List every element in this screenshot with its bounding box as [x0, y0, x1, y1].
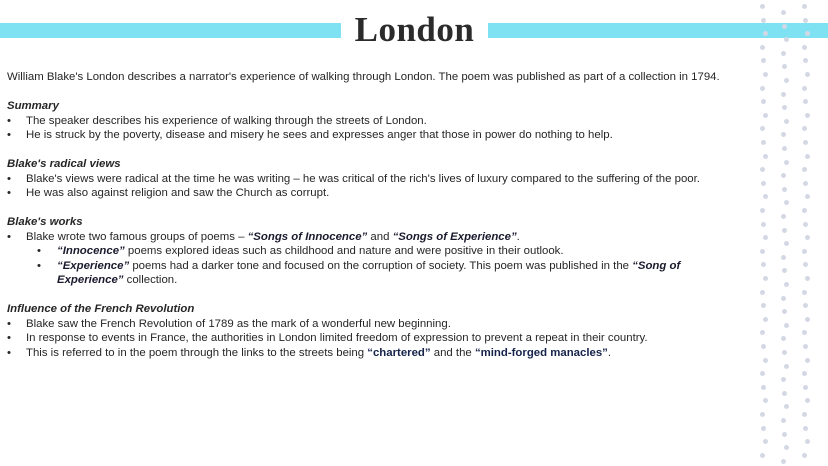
decorative-dot	[802, 167, 807, 172]
decorative-dot	[784, 282, 789, 287]
decorative-dot	[803, 181, 808, 186]
decorative-dot	[761, 262, 766, 267]
decorative-dot	[782, 24, 787, 29]
decorative-dot	[761, 99, 766, 104]
decorative-dot	[784, 445, 789, 450]
decorative-dot	[802, 412, 807, 417]
decorative-dot	[802, 4, 807, 9]
works-heading: Blake's works	[7, 216, 83, 228]
decorative-dot	[781, 132, 786, 137]
innocence-term: “Innocence”	[57, 245, 125, 257]
decorative-dot	[805, 439, 810, 444]
decorative-dot	[763, 194, 768, 199]
list-item: • He was also against religion and saw the Church as corrupt.	[7, 186, 742, 201]
decorative-dot	[760, 330, 765, 335]
decorative-dot	[784, 78, 789, 83]
title-band-left	[0, 23, 341, 38]
works-text: .	[516, 230, 520, 243]
decorative-dot	[802, 453, 807, 458]
decorative-dot	[763, 317, 768, 322]
decorative-dot	[782, 350, 787, 355]
decorative-dot	[781, 92, 786, 97]
sub-list-item	[7, 244, 742, 259]
works-section	[7, 215, 742, 288]
decorative-dot	[782, 309, 787, 314]
decorative-dot	[781, 10, 786, 15]
radical-views-section	[7, 157, 742, 201]
decorative-dot	[781, 418, 786, 423]
decorative-dot	[803, 222, 808, 227]
decorative-dot	[805, 398, 810, 403]
decorative-dot	[782, 268, 787, 273]
decorative-dot	[782, 64, 787, 69]
decorative-dot	[805, 154, 810, 159]
decorative-dot	[781, 296, 786, 301]
decorative-dot	[761, 18, 766, 23]
decorative-dot	[781, 255, 786, 260]
decorative-dot	[802, 126, 807, 131]
decorative-dot	[803, 262, 808, 267]
list-item: • Blake saw the French Revolution of 1789 as the mark of a wonderful new beginning.	[7, 317, 742, 332]
decorative-dot	[802, 86, 807, 91]
decorative-dot	[803, 385, 808, 390]
chartered-quote: “chartered”	[367, 346, 431, 359]
decorative-dot	[805, 72, 810, 77]
decorative-dot	[760, 126, 765, 131]
decorative-dot	[760, 45, 765, 50]
decorative-dot	[763, 235, 768, 240]
decorative-dot	[760, 249, 765, 254]
decorative-dot	[781, 214, 786, 219]
decorative-dot	[761, 222, 766, 227]
decorative-dot	[763, 72, 768, 77]
summary-section	[7, 99, 742, 143]
decorative-dot	[805, 235, 810, 240]
decorative-dot	[782, 432, 787, 437]
sub-item-text: poems had a darker tone and focused on the corruption of society. This poem was published in the	[129, 259, 633, 272]
french-text: This is referred to in the poem through the links to the streets being	[26, 346, 368, 359]
manacles-quote: “mind-forged manacles”	[474, 346, 608, 359]
decorative-dot	[802, 290, 807, 295]
decorative-dot	[760, 86, 765, 91]
french-revolution-section	[7, 302, 742, 360]
decorative-dot	[781, 336, 786, 341]
french-text: and the	[430, 346, 475, 359]
decorative-dot	[761, 426, 766, 431]
decorative-dot	[763, 398, 768, 403]
decorative-dot	[760, 290, 765, 295]
decorative-dot	[805, 31, 810, 36]
decorative-dot	[802, 208, 807, 213]
decorative-dot	[760, 167, 765, 172]
decorative-dot	[763, 154, 768, 159]
works-text: and	[367, 230, 393, 243]
summary-heading: Summary	[7, 100, 59, 112]
decorative-dot	[781, 377, 786, 382]
decorative-dot	[763, 113, 768, 118]
decorative-dot	[761, 140, 766, 145]
decorative-dot	[805, 358, 810, 363]
decorative-dot	[760, 371, 765, 376]
song-of-experience-title: “Song of Experience”	[57, 259, 681, 286]
decorative-dot	[805, 276, 810, 281]
decorative-dot	[761, 385, 766, 390]
decorative-dot	[805, 113, 810, 118]
slide-body	[7, 70, 742, 375]
decorative-dot	[782, 105, 787, 110]
decorative-dot	[761, 181, 766, 186]
french-text: .	[607, 346, 612, 359]
decorative-dot	[802, 45, 807, 50]
decorative-dot	[761, 303, 766, 308]
decorative-dot	[805, 317, 810, 322]
experience-term: “Experience”	[57, 259, 130, 272]
decorative-dot	[784, 119, 789, 124]
decorative-dot	[763, 31, 768, 36]
decorative-dot	[781, 51, 786, 56]
sub-item-text: poems explored ideas such as childhood and nature and were positive in their outlook.	[124, 245, 564, 257]
decorative-dot	[782, 146, 787, 151]
decorative-dot	[803, 303, 808, 308]
decorative-dot	[803, 58, 808, 63]
decorative-dot	[803, 426, 808, 431]
decorative-dot	[763, 439, 768, 444]
intro-paragraph: William Blake's London describes a narrator's experience of walking through London. The poem was published as part of a collection in 1794.	[7, 71, 720, 83]
decorative-dot	[784, 364, 789, 369]
decorative-dot	[763, 276, 768, 281]
list-item: • In response to events in France, the authorities in London limited freedom of expression to prevent a repeat in their country.	[7, 331, 742, 346]
decorative-dot	[805, 194, 810, 199]
list-item	[7, 346, 742, 361]
decorative-dot	[763, 358, 768, 363]
list-item	[7, 230, 742, 245]
decorative-dot	[781, 173, 786, 178]
list-item: • Blake's views were radical at the time he was writing – he was critical of the rich's lives of luxury compared to the suffering of the poor.	[7, 172, 742, 187]
songs-of-innocence-title: “Songs of Innocence”	[247, 230, 368, 243]
decorative-dot	[784, 323, 789, 328]
decorative-dot	[803, 140, 808, 145]
decorative-dot	[761, 344, 766, 349]
decorative-dot	[782, 391, 787, 396]
french-revolution-heading: Influence of the French Revolution	[7, 303, 195, 315]
decorative-dot	[782, 187, 787, 192]
radical-views-heading: Blake's radical views	[7, 158, 121, 170]
decorative-dot	[802, 249, 807, 254]
list-item: • The speaker describes his experience of walking through the streets of London.	[7, 114, 742, 129]
decorative-dot	[784, 404, 789, 409]
decorative-dot-pattern	[752, 0, 828, 466]
decorative-dot	[782, 228, 787, 233]
works-text: Blake wrote two famous groups of poems –	[26, 230, 248, 243]
sub-list-item	[7, 259, 742, 288]
sub-item-text: collection.	[123, 274, 178, 286]
decorative-dot	[802, 371, 807, 376]
decorative-dot	[803, 344, 808, 349]
decorative-dot	[803, 99, 808, 104]
decorative-dot	[802, 330, 807, 335]
decorative-dot	[760, 208, 765, 213]
decorative-dot	[803, 18, 808, 23]
decorative-dot	[784, 160, 789, 165]
songs-of-experience-title: “Songs of Experience”	[392, 230, 517, 243]
decorative-dot	[761, 58, 766, 63]
list-item: • He is struck by the poverty, disease and misery he sees and expresses anger that those in power do nothing to help.	[7, 128, 742, 143]
decorative-dot	[784, 241, 789, 246]
page-title: London	[354, 10, 475, 49]
decorative-dot	[781, 459, 786, 464]
decorative-dot	[784, 200, 789, 205]
decorative-dot	[760, 4, 765, 9]
decorative-dot	[760, 412, 765, 417]
decorative-dot	[760, 453, 765, 458]
decorative-dot	[784, 37, 789, 42]
